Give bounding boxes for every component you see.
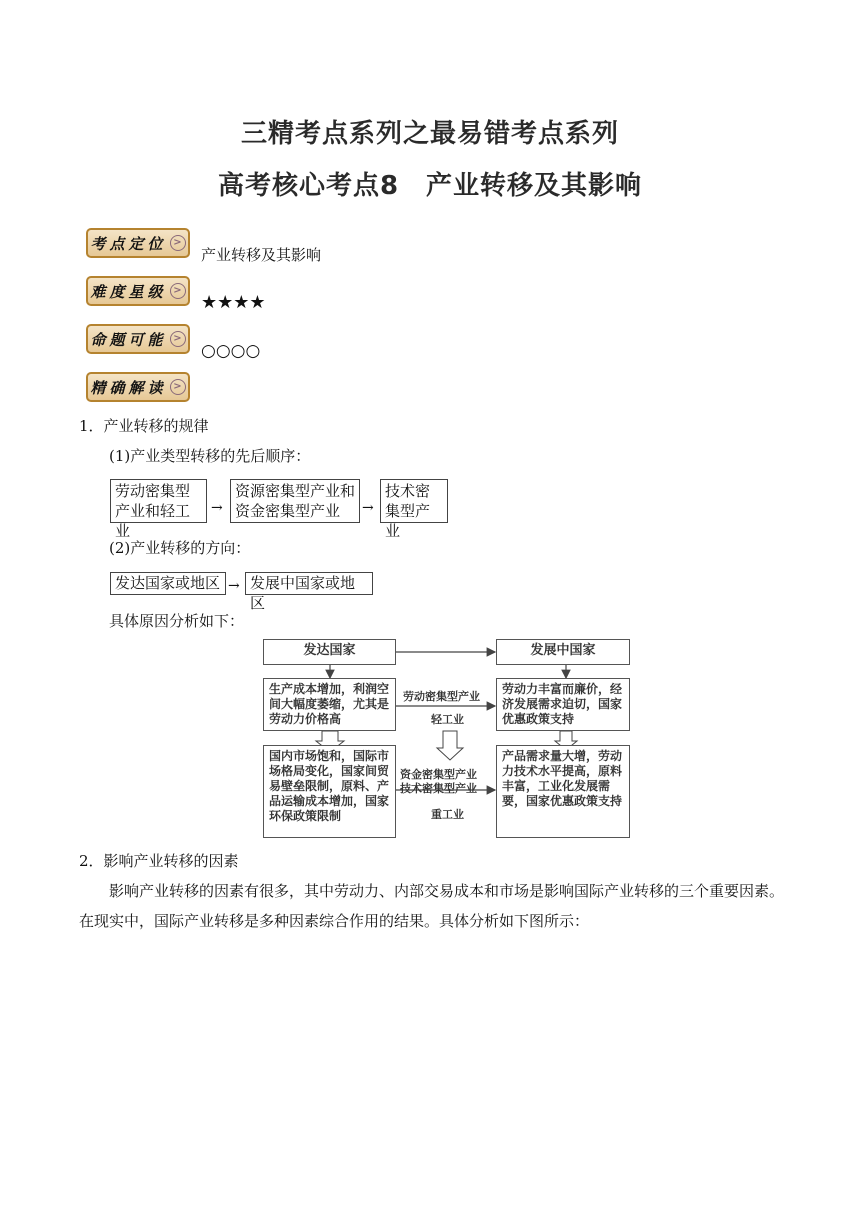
left-top-reason: 生产成本增加，利润空间大幅度萎缩，尤其是劳动力价格高	[263, 678, 396, 731]
chevron-right-icon: >	[170, 283, 186, 299]
flow2-box-1: 发达国家或地区	[110, 572, 226, 595]
badge-difficulty-label: 难度星级	[90, 282, 167, 301]
mid-label-light: 轻工业	[431, 713, 464, 726]
section2-para-line1: 影响产业转移的因素有很多，其中劳动力、内部交易成本和市场是影响国际产业转移的三个重要因素。	[109, 882, 785, 900]
chevron-right-icon: >	[170, 235, 186, 251]
position-value: 产业转移及其影响	[201, 246, 322, 264]
mid-label-capital: 资金密集型产业	[400, 768, 477, 781]
section2-heading: 2．影响产业转移的因素	[79, 852, 239, 870]
chevron-right-icon: >	[170, 379, 186, 395]
flow2-box-2: 发展中国家或地区	[245, 572, 373, 595]
flow1-box-2: 资源密集型产业和资金密集型产业	[230, 479, 360, 523]
title-line-2: 高考核心考点8 产业转移及其影响	[217, 171, 643, 201]
arrow-right-icon: →	[211, 500, 223, 516]
badge-probability-label: 命题可能	[90, 330, 167, 349]
right-top-reason: 劳动力丰富而廉价，经济发展需求迫切，国家优惠政策支持	[496, 678, 630, 731]
flow1-box-3: 技术密集型产业	[380, 479, 448, 523]
flow1-box-1: 劳动密集型产业和轻工业	[110, 479, 207, 523]
developing-country-box: 发展中国家	[496, 639, 630, 665]
section2-para-line2: 在现实中，国际产业转移是多种因素综合作用的结果。具体分析如下图所示：	[79, 912, 590, 930]
arrow-right-icon: →	[362, 500, 374, 516]
title-line-1: 三精考点系列之最易错考点系列	[240, 119, 619, 149]
mid-label-heavy: 重工业	[431, 808, 464, 821]
analysis-intro: 具体原因分析如下：	[109, 612, 245, 630]
mid-label-tech: 技术密集型产业	[400, 782, 477, 795]
arrow-right-icon: →	[228, 578, 240, 594]
badge-analysis-label: 精确解读	[90, 378, 167, 397]
section1-sub2: (2)产业转移的方向：	[109, 539, 251, 557]
left-bottom-reason: 国内市场饱和，国际市场格局变化，国家间贸易壁垒限制，原料、产品运输成本增加，国家环保政策限制	[263, 745, 396, 838]
section1-sub1: (1)产业类型转移的先后顺序：	[109, 447, 311, 465]
mid-label-labor: 劳动密集型产业	[403, 690, 480, 703]
chevron-right-icon: >	[170, 331, 186, 347]
difficulty-stars: ★★★★	[201, 292, 266, 313]
section1-heading: 1．产业转移的规律	[79, 417, 209, 435]
probability-circles: ○○○○	[201, 341, 261, 361]
right-bottom-reason: 产品需求量大增，劳动力技术水平提高，原料丰富，工业化发展需要，国家优惠政策支持	[496, 745, 630, 838]
badge-position-label: 考点定位	[90, 234, 167, 253]
developed-country-box: 发达国家	[263, 639, 396, 665]
